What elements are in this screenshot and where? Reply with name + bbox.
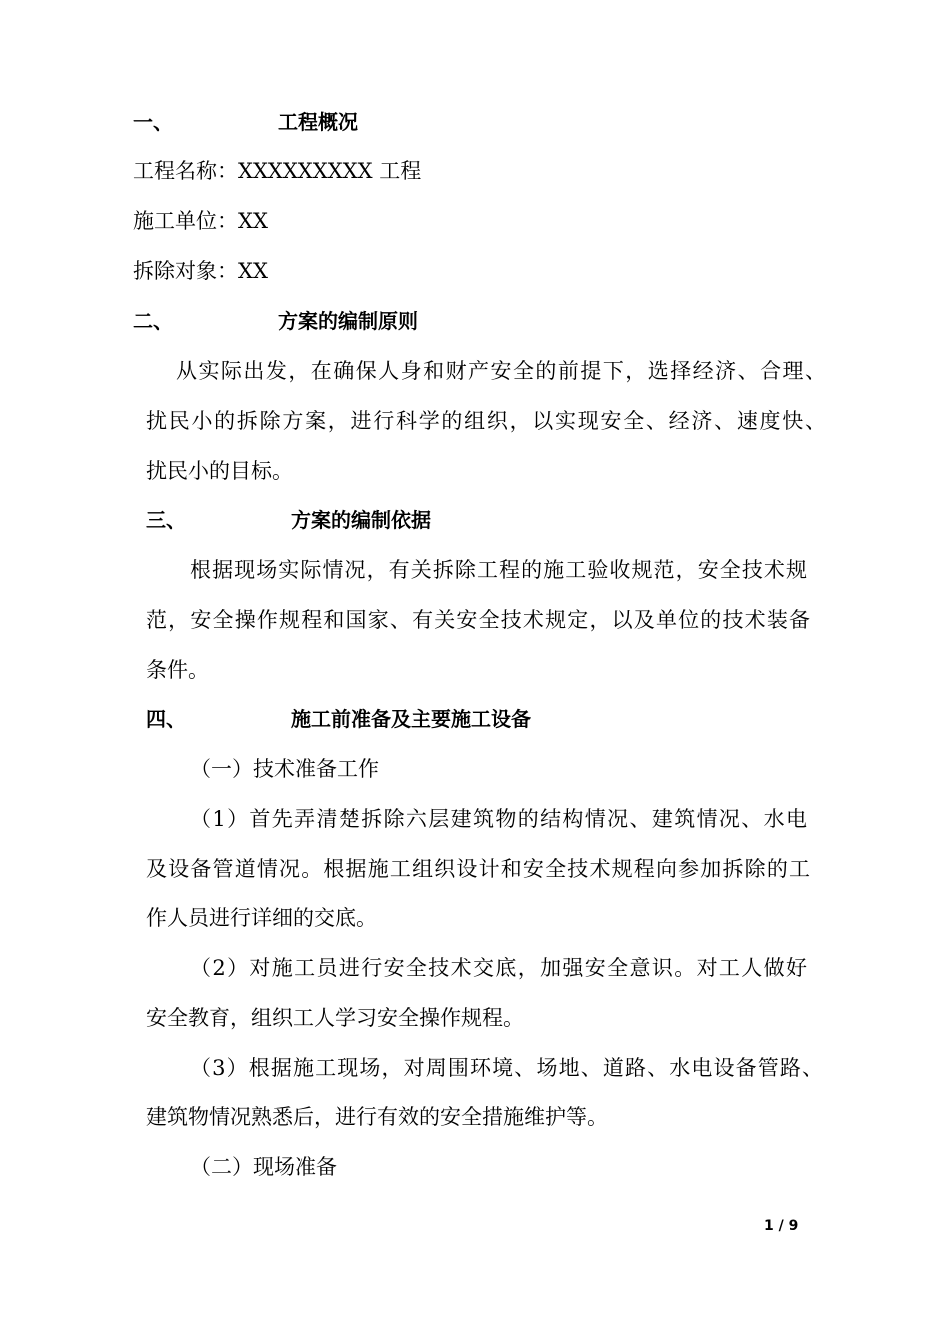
principle-line-1: 从实际出发，在确保人身和财产安全的前提下，选择经济、合理、: [176, 359, 826, 383]
demolition-object-line: 拆除对象：XX: [133, 259, 268, 283]
basis-line-3: 条件。: [146, 658, 209, 682]
item-2-line-2: 安全教育，组织工人学习安全操作规程。: [146, 1006, 524, 1030]
item-1-line-2: 及设备管道情况。根据施工组织设计和安全技术规程向参加拆除的工: [146, 857, 810, 881]
section-4-title: 施工前准备及主要施工设备: [291, 707, 531, 731]
contractor-line: 施工单位：XX: [133, 209, 268, 233]
page-number: 1 / 9: [764, 1218, 799, 1234]
section-1-title: 工程概况: [278, 110, 358, 134]
item-1-line-1: （1）首先弄清楚拆除六层建筑物的结构情况、建筑情况、水电: [190, 807, 807, 831]
principle-line-3: 扰民小的目标。: [146, 459, 293, 483]
principle-line-2: 扰民小的拆除方案，进行科学的组织，以实现安全、经济、速度快、: [146, 409, 826, 433]
item-2-line-1: （2）对施工员进行安全技术交底，加强安全意识。对工人做好: [190, 956, 807, 980]
item-3-line-1: （3）根据施工现场，对周围环境、场地、道路、水电设备管路、: [190, 1056, 823, 1080]
section-2-title: 方案的编制原则: [278, 309, 418, 333]
subsection-technical-prep: （一）技术准备工作: [190, 757, 379, 781]
section-3-number: 三、: [146, 508, 186, 532]
basis-line-2: 范，安全操作规程和国家、有关安全技术规定，以及单位的技术装备: [146, 608, 810, 632]
section-3-title: 方案的编制依据: [291, 508, 431, 532]
project-name-line: 工程名称：XXXXXXXXX 工程: [133, 159, 422, 183]
basis-line-1: 根据现场实际情况，有关拆除工程的施工验收规范，安全技术规: [190, 558, 807, 582]
section-1-number: 一、: [133, 110, 173, 134]
section-4-number: 四、: [146, 707, 186, 731]
section-2-number: 二、: [133, 309, 173, 333]
subsection-site-prep: （二）现场准备: [190, 1155, 337, 1179]
item-3-line-2: 建筑物情况熟悉后，进行有效的安全措施维护等。: [146, 1105, 608, 1129]
item-1-line-3: 作人员进行详细的交底。: [146, 906, 377, 930]
